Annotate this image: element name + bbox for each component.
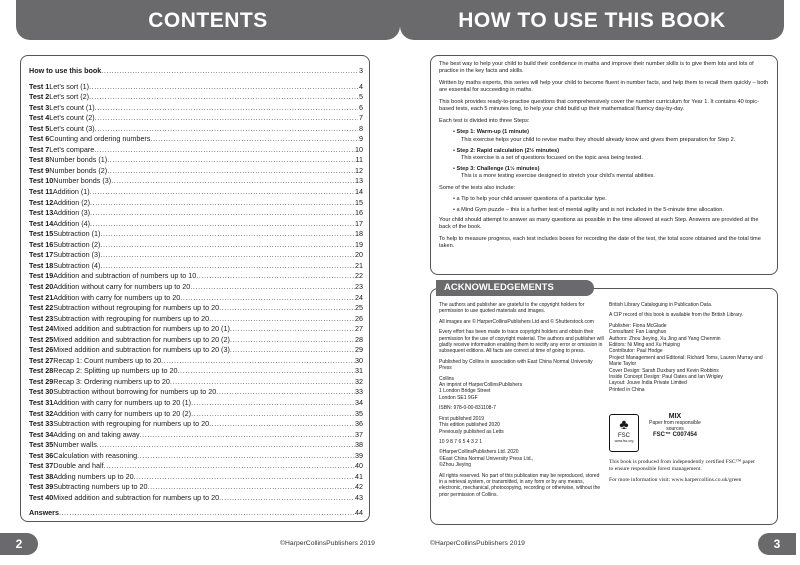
toc-title: Mixed addition and subtraction for numbers up to 20 (53, 492, 220, 502)
toc-test-number: Test 36 (29, 450, 54, 460)
toc-row-how-to-use[interactable] (29, 65, 363, 76)
toc-page: 12 (355, 165, 363, 175)
toc-page: 34 (355, 398, 363, 407)
toc-page: 3 (359, 66, 363, 75)
toc-row[interactable] (29, 133, 363, 144)
toc-title: Number bonds (3) (53, 176, 112, 186)
toc-test-number: Test 34 (29, 429, 54, 439)
toc-title: Addition with carry for numbers up to 20 (2) (53, 408, 192, 418)
toc-test-number: Test 40 (29, 492, 54, 502)
toc-page: 37 (355, 429, 363, 439)
how-to-use-box (430, 55, 778, 275)
toc-page: 26 (355, 313, 363, 323)
copyright-footer: ©HarperCollinsPublishers 2019 (430, 540, 525, 547)
toc-row[interactable] (29, 228, 363, 239)
toc-page: 16 (355, 208, 363, 218)
toc-page: 28 (355, 334, 363, 344)
toc-title: Number bonds (1) (49, 155, 108, 165)
toc-title: Addition (2) (53, 197, 91, 207)
acknowledgements-box (430, 288, 778, 525)
toc-row[interactable] (29, 439, 363, 450)
toc-title: Addition (1) (52, 187, 90, 196)
toc-test-number: Test 5 (29, 123, 50, 133)
toc-title: Subtraction with regrouping for numbers up to 20 (53, 419, 210, 429)
toc-row[interactable] (29, 123, 363, 134)
how-to-use-banner: HOW TO USE THIS BOOK (400, 0, 784, 40)
toc-row[interactable] (29, 281, 363, 292)
toc-test-number: Test 32 (29, 408, 54, 418)
toc-title: Subtraction (2) (53, 239, 101, 249)
toc-test-number: Test 33 (29, 419, 54, 429)
toc-row[interactable] (29, 397, 363, 408)
fsc-logo (609, 414, 759, 454)
toc-test-number: Test 37 (29, 461, 54, 471)
toc-page: 31 (355, 366, 363, 376)
toc-page: 21 (355, 260, 363, 270)
toc-test-number: Test 2 (29, 92, 50, 102)
fsc-mix-label: MIX Paper from responsible sources FSC™ C007454 (649, 413, 701, 438)
toc-title: Let’s count (1) (49, 102, 95, 112)
toc-test-number: Test 14 (29, 218, 54, 228)
toc-title: Mixed addition and subtraction for numbers up to 20 (3) (53, 345, 230, 355)
toc-page: 13 (355, 176, 363, 186)
ack-left-column: The authors and publisher are grateful to the copyright holders for permission to use quoted materials and images. All images are © HarperCollinsPublishers Ltd and © Shutterstock.com Every effort has been made to trace copyright holders and obtain their permission for the use of copyright material. The authors and publisher will gladly receive information enabling them to rectify any error or omission in subsequent editions. All facts are correct at time of going to press. Published by Collins in association with East China Normal University Press Collins An imprint of HarperCollinsPublishers 1 London Bridge Street London SE1 9GF ISBN: 978-0-00-831108-7 First published 2019 This edition published 2020 Previously published as Letts 10 9 8 7 6 5 4 3 2 1 ©HarperCollinsPublishers Ltd. 2020 ©East China Normal University Press Ltd., ©Zhou Jieying All rights reserved. No part of this publication may be reproduced, stored in a retrieval system, or transmitted, in any form or by any means, electronic, mechanical, photocopying, recording or otherwise, without the prior permission of Collins. (439, 302, 604, 498)
toc-test-number: Test 15 (29, 229, 54, 239)
toc-page: 10 (355, 144, 363, 154)
toc-row[interactable] (29, 376, 363, 387)
toc-row[interactable] (29, 302, 363, 313)
bullet-item: • a Mind Gym puzzle – this is a further test of mental agility and is not included in the 5-minute time allocation. (453, 206, 724, 213)
toc-test-number: Test 10 (29, 176, 54, 186)
bullet-item: • a Tip to help your child answer questions of a particular type. (453, 196, 607, 203)
toc-test-number: Test 7 (29, 144, 50, 154)
toc-title: Adding numbers up to 20 (53, 471, 134, 481)
toc-row[interactable] (29, 386, 363, 397)
ack-right-column: British Library Cataloguing in Publication Data. A CIP record of this book is available from the British Library. Publisher: Fiona McGlade Consultant: Fan Lianghuo Authors: Zhou Jieying, Xu Jing and Yang Chenmin Editors: Ni Ming and Xu Huiping Contributor: Paul Hodge Project Management and Editorial: Richard Toms, Lauren Murray and Marie Taylor Cover Design: Sarah Duxbury and Kevin Robbins Inside Concept Design: Paul Oates and Ian Wrigley Layout: Jouve India Private Limited Printed in China (609, 302, 763, 393)
toc-page: 32 (355, 376, 363, 386)
contents-banner: CONTENTS (16, 0, 400, 40)
toc-page: 22 (355, 271, 363, 281)
toc-row[interactable] (29, 365, 363, 376)
toc-test-number: Test 18 (29, 260, 54, 270)
toc-test-number: Test 8 (29, 155, 50, 165)
toc-title: Addition (3) (53, 208, 91, 218)
toc-page: 9 (359, 134, 363, 144)
toc-page: 4 (359, 81, 363, 91)
how-paragraph: Your child should attempt to answer as many questions as possible in the time allowed at each Step. Answers are provided at the back of the book. (439, 216, 759, 230)
how-to-use-page (400, 0, 800, 565)
toc-test-number: Test 28 (29, 366, 54, 376)
toc-test-number: Test 11 (29, 187, 53, 196)
toc-title: Recap 2: Splitting up numbers up to 20 (53, 366, 178, 376)
toc-page: 44 (355, 508, 363, 517)
toc-page: 35 (355, 408, 363, 418)
toc-page: 20 (355, 250, 363, 260)
toc-title: Mixed addition and subtraction for numbers up to 20 (2) (53, 334, 230, 344)
fsc-tree-icon: ♣ FSC www.fsc.org (609, 414, 639, 452)
toc-row[interactable] (29, 186, 363, 197)
toc-title: Number walls (53, 440, 97, 450)
toc-row[interactable] (29, 197, 363, 208)
step-item: • Step 1: Warm-up (1 minute) This exercise helps your child to revise maths they should already know and gives them preparation for Step 2. (453, 129, 736, 143)
toc-page: 5 (359, 92, 363, 102)
toc-title: Addition (4) (53, 218, 91, 228)
toc-page: 42 (355, 482, 363, 492)
toc-test-number: Test 6 (29, 134, 50, 144)
toc-title: Addition and subtraction of numbers up to 10 (53, 271, 197, 281)
toc-row[interactable] (29, 471, 363, 482)
toc-page: 24 (355, 292, 363, 302)
toc-test-number: Test 3 (29, 102, 50, 112)
toc-page: 33 (355, 387, 363, 397)
toc-row[interactable] (29, 144, 363, 155)
toc-page: 17 (355, 218, 363, 228)
toc-page: 41 (355, 471, 363, 481)
toc-title: Calculation with reasoning (53, 450, 138, 460)
toc-title: Answers (29, 508, 59, 517)
toc-page: 15 (355, 197, 363, 207)
toc-test-number: Test 21 (29, 292, 54, 302)
toc-row[interactable] (29, 344, 363, 355)
toc-test-number: Test 29 (29, 376, 54, 386)
how-paragraph: To help to measure progress, each test includes boxes for recording the date of the test, the total score obtained and the total time taken. (439, 235, 761, 249)
toc-test-number: Test 16 (29, 239, 54, 249)
page-number: 3 (758, 533, 796, 555)
how-paragraph: This book provides ready-to-practise questions that comprehensively cover the number curriculum for Year 1. It contains 40 topic-based tests, each 5 minutes long, to help your child build up their mathematical fluency day-by-day. (439, 98, 759, 113)
toc-box (20, 55, 370, 522)
toc-title: Addition without carry for numbers up to 20 (53, 281, 191, 291)
how-paragraph: The best way to help your child to build their confidence in maths and improve their number skills is to give them lots and lots of practice in the key facts and skills. (439, 61, 754, 75)
toc-test-number: Test 26 (29, 345, 54, 355)
toc-row[interactable] (29, 154, 363, 165)
toc-test-number: Test 25 (29, 334, 54, 344)
toc-page: 11 (355, 155, 363, 165)
toc-title: Let’s sort (2) (49, 92, 90, 102)
fsc-note: This book is produced from independently certified FSC™ paper to ensure responsible forest management. For more information visit: www.harpercollins.co.uk/green (609, 459, 755, 483)
toc-title: Counting and ordering numbers (49, 134, 151, 144)
toc-row[interactable] (29, 450, 363, 461)
toc-test-number: Test 23 (29, 313, 54, 323)
toc-row[interactable] (29, 418, 363, 429)
toc-title: Subtraction (1) (53, 229, 101, 239)
toc-title: Subtracting numbers up to 20 (53, 482, 148, 492)
acknowledgements-banner: ACKNOWLEDGEMENTS (436, 280, 594, 296)
how-paragraph: Written by maths experts, this series will help your child to become fluent in number facts, and help them to recall them quickly – both are essential for succeeding in maths. (439, 79, 769, 94)
toc-title: Subtraction (4) (53, 260, 101, 270)
toc-title: Let’s count (3) (49, 123, 95, 133)
toc-page: 6 (359, 102, 363, 112)
toc-title: Addition with carry for numbers up to 20 (1) (53, 398, 192, 407)
toc-page: 23 (355, 281, 363, 291)
toc-row[interactable] (29, 260, 363, 271)
toc-page: 27 (355, 324, 363, 334)
toc-test-number: Test 35 (29, 440, 54, 450)
toc-test-number: Test 19 (29, 271, 54, 281)
toc-row[interactable] (29, 323, 363, 334)
toc-test-number: Test 39 (29, 482, 54, 492)
toc-row[interactable] (29, 460, 363, 471)
toc-test-number: Test 22 (29, 303, 54, 313)
toc-test-number: Test 38 (29, 471, 54, 481)
toc-row[interactable] (29, 81, 363, 92)
toc-title: Mixed addition and subtraction for numbers up to 20 (1) (53, 324, 230, 334)
toc-title: Number bonds (2) (49, 165, 108, 175)
toc-page: 18 (355, 229, 363, 239)
toc-page: 7 (359, 113, 363, 123)
toc-page: 25 (355, 303, 363, 313)
toc-page: 8 (359, 123, 363, 133)
toc-title: Let’s compare (49, 144, 95, 154)
toc-row[interactable] (29, 334, 363, 345)
toc-page: 29 (355, 345, 363, 355)
toc-title: Subtraction without regrouping for numbers up to 20 (53, 303, 220, 313)
toc-title: Let’s sort (1) (49, 81, 90, 91)
how-paragraph: Some of the tests also include: (439, 184, 516, 191)
toc-title: Subtraction (3) (53, 250, 101, 260)
toc-row[interactable] (29, 355, 363, 366)
toc-test-number: Test 27 (29, 355, 54, 365)
toc-test-number: Test 1 (29, 81, 50, 91)
toc-row[interactable] (29, 218, 363, 229)
how-paragraph: Each test is divided into three Steps: (439, 117, 530, 124)
toc-page: 14 (355, 187, 363, 196)
toc-row[interactable] (29, 239, 363, 250)
toc-page: 40 (355, 461, 363, 471)
toc-page: 43 (355, 492, 363, 502)
toc-row-answers[interactable] (29, 507, 363, 518)
toc-title: How to use this book (29, 66, 102, 75)
toc-test-number: Test 20 (29, 281, 54, 291)
toc-page: 38 (355, 440, 363, 450)
toc-page: 39 (355, 450, 363, 460)
toc-row[interactable] (29, 165, 363, 176)
step-item: • Step 3: Challenge (1½ minutes) This is a more testing exercise designed to stretch your child’s mental abilities. (453, 166, 655, 180)
toc-row[interactable] (29, 429, 363, 440)
toc-test-number: Test 31 (29, 398, 54, 407)
toc-test-number: Test 30 (29, 387, 54, 397)
toc-title: Adding on and taking away (53, 429, 140, 439)
toc-test-number: Test 9 (29, 165, 50, 175)
toc-row[interactable] (29, 112, 363, 123)
toc-row[interactable] (29, 102, 363, 113)
toc-test-number: Test 12 (29, 197, 54, 207)
toc-test-number: Test 17 (29, 250, 54, 260)
toc-title: Recap 3: Ordering numbers up to 20 (53, 376, 170, 386)
step-item: • Step 2: Rapid calculation (2½ minutes) This exercise is a set of questions focused on the topic area being tested. (453, 147, 643, 162)
page-number: 2 (0, 533, 38, 555)
toc-page: 30 (355, 355, 363, 365)
toc-row[interactable] (29, 492, 363, 503)
copyright-footer: ©HarperCollinsPublishers 2019 (280, 540, 375, 547)
toc-row[interactable] (29, 408, 363, 419)
toc-title: Addition with carry for numbers up to 20 (53, 292, 181, 302)
toc-row[interactable] (29, 249, 363, 260)
toc-row[interactable] (29, 292, 363, 303)
toc-title: Double and half (53, 461, 104, 471)
toc-title: Recap 1: Count numbers up to 20 (53, 355, 162, 365)
toc-test-number: Test 4 (29, 113, 50, 123)
toc-title: Subtraction with regrouping for numbers up to 20 (53, 313, 210, 323)
toc-test-number: Test 13 (29, 208, 54, 218)
toc-title: Let’s count (2) (49, 113, 95, 123)
toc-row[interactable] (29, 207, 363, 218)
toc-row[interactable] (29, 313, 363, 324)
toc-row[interactable] (29, 481, 363, 492)
toc-test-number: Test 24 (29, 324, 54, 334)
toc-row[interactable] (29, 175, 363, 186)
toc-page: 19 (355, 239, 363, 249)
toc-row[interactable] (29, 91, 363, 102)
toc-title: Subtraction without borrowing for numbers up to 20 (53, 387, 217, 397)
toc-page: 36 (355, 419, 363, 429)
toc-row[interactable] (29, 270, 363, 281)
